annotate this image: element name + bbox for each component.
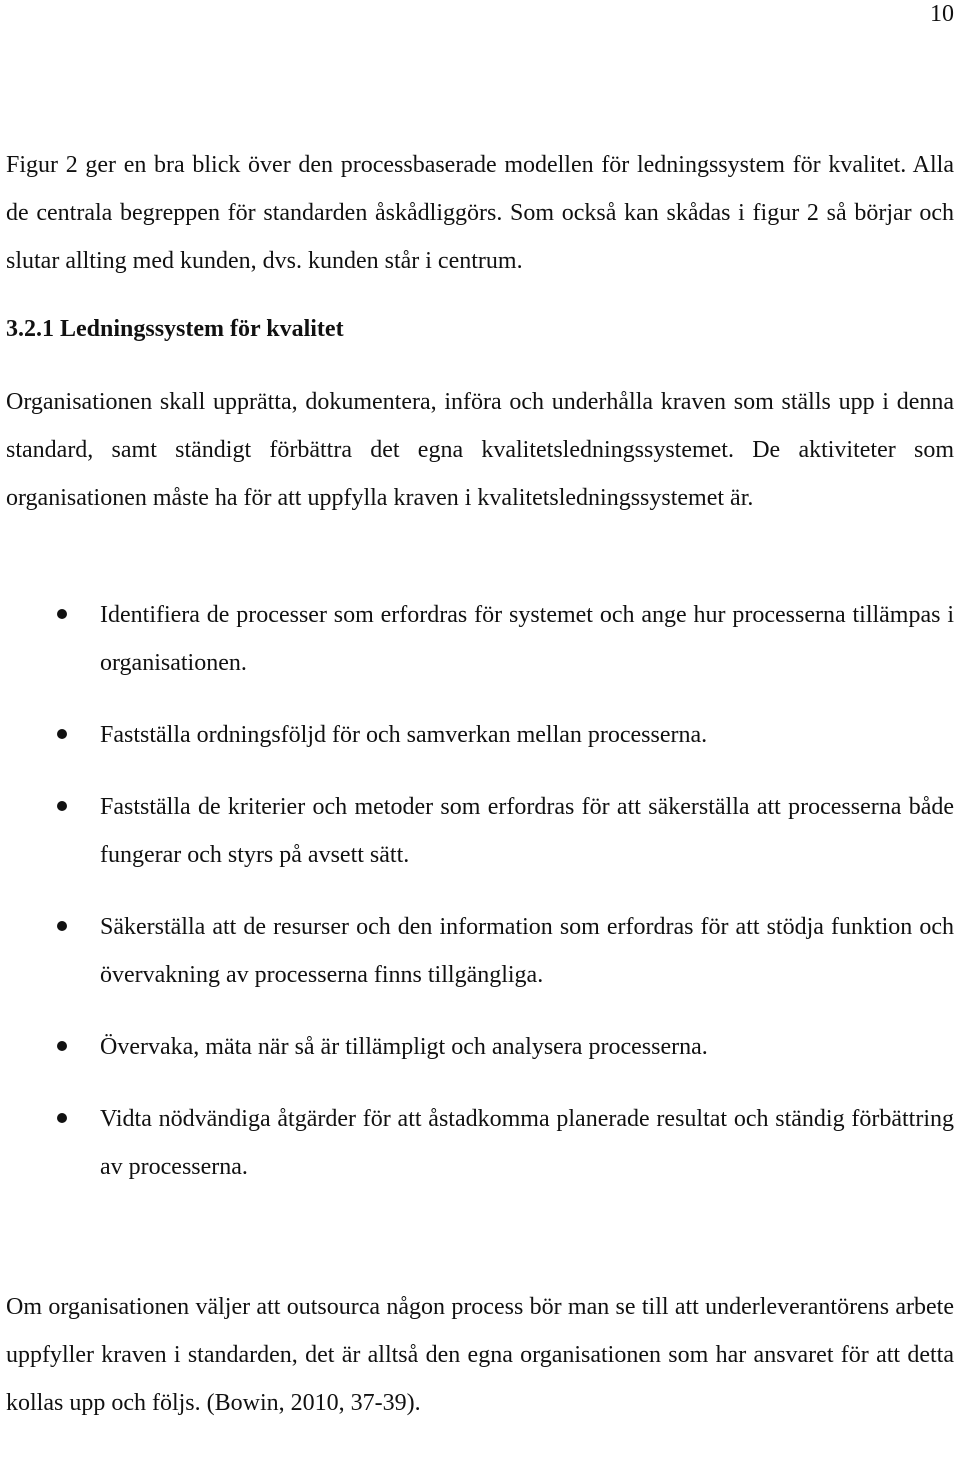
bullet-dot-icon: [57, 1113, 67, 1123]
list-item: [0, 1095, 954, 1191]
list-item: [0, 711, 954, 759]
list-item-text: Fastställa ordningsföljd för och samverkan mellan processerna.: [100, 722, 708, 748]
list-item: [0, 1023, 954, 1071]
requirements-list: [0, 591, 960, 1215]
bullet-dot-icon: [57, 1041, 67, 1051]
bullet-dot-icon: [57, 801, 67, 811]
list-item-text: Identifiera de processer som erfordras för systemet och ange hur processerna tillämpas i organisationen.: [100, 602, 954, 676]
org-paragraph: Organisationen skall upprätta, dokumentera, införa och underhålla kraven som ställs upp i denna standard, samt ständigt förbättra det egna kvalitetsledningssystemet. De aktiviteter som organisationen måste ha för att uppfylla kraven i kvalitetsledningssystemet är.: [6, 389, 954, 511]
bullet-dot-icon: [57, 609, 67, 619]
list-item-text: Säkerställa att de resurser och den information som erfordras för att stödja funktion och övervakning av processerna finns tillgängliga.: [100, 914, 954, 988]
list-item: [0, 903, 954, 999]
list-item-text: Fastställa de kriterier och metoder som erfordras för att säkerställa att processerna både fungerar och styrs på avsett sätt.: [100, 794, 954, 868]
list-item-text: Vidta nödvändiga åtgärder för att åstadkomma planerade resultat och ständig förbättring av processerna.: [100, 1106, 954, 1180]
intro-paragraph: Figur 2 ger en bra blick över den processbaserade modellen för ledningssystem för kvalitet. Alla de centrala begreppen för standarden åskådliggörs. Som också kan skådas i figur 2 så börjar och slutar allting med kunden, dvs. kunden står i centrum.: [6, 152, 954, 274]
outsource-paragraph: Om organisationen väljer att outsourca någon process bör man se till att underleverantörens arbete uppfyller kraven i standarden, det är alltså den egna organisationen som har ansvaret för att detta kollas upp och följs. (Bowin, 2010, 37-39).: [6, 1294, 954, 1416]
bullet-dot-icon: [57, 921, 67, 931]
bullet-dot-icon: [57, 729, 67, 739]
list-item: [0, 783, 954, 879]
list-item-text: Övervaka, mäta när så är tillämpligt och analysera processerna.: [100, 1034, 708, 1060]
page-number: 10: [930, 1, 954, 27]
section-heading: 3.2.1 Ledningssystem för kvalitet: [6, 316, 344, 342]
list-item: [0, 591, 954, 687]
